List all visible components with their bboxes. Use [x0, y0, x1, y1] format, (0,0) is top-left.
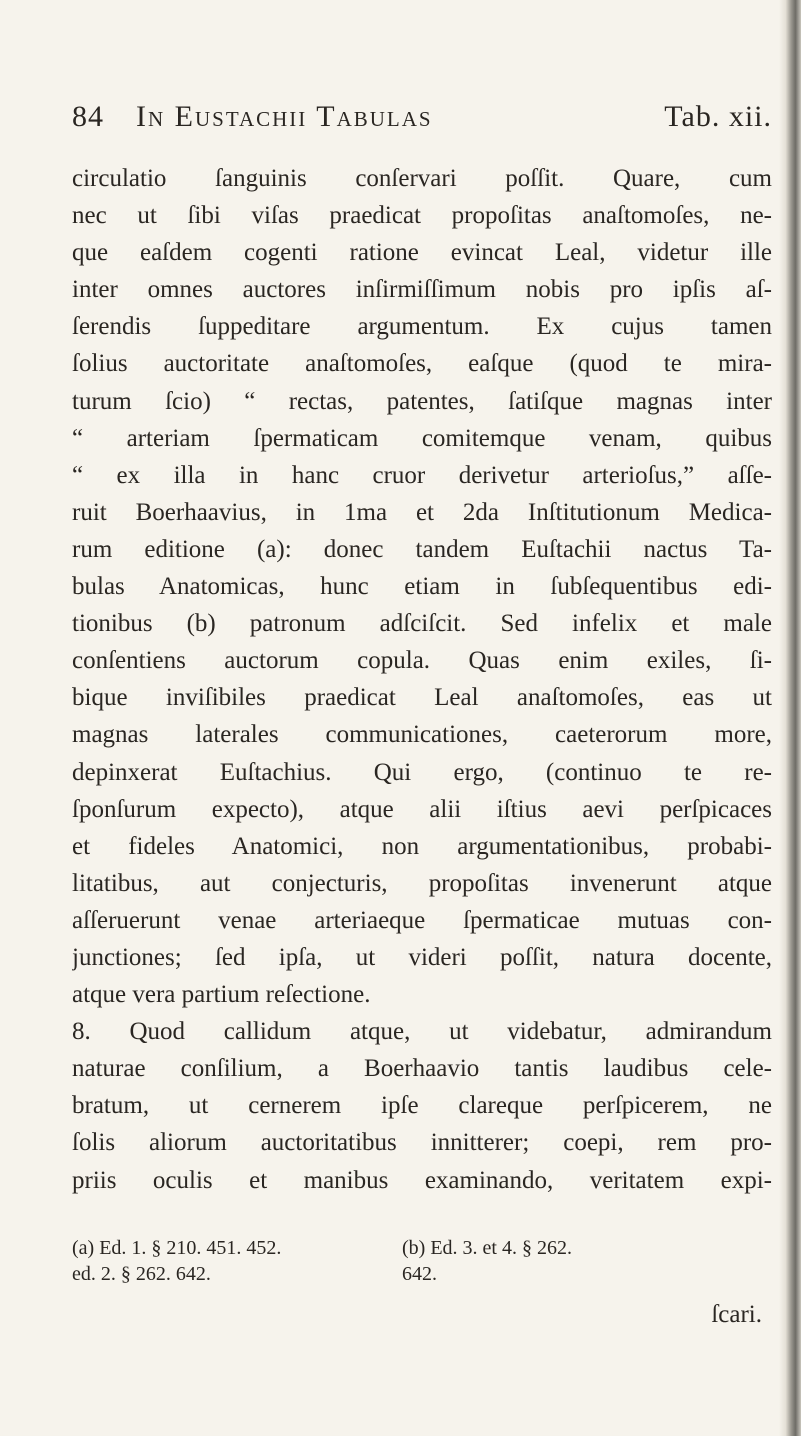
- text-line: ſolius auctoritate anaſtomoſes, eaſque (quod te mira-: [72, 350, 772, 378]
- table-reference: Tab. xii.: [664, 100, 772, 133]
- page: [72, 100, 772, 1329]
- text-line: turum ſcio) “ rectas, patentes, ſatiſque magnas inter: [72, 387, 772, 415]
- text-line: “ arteriam ſpermaticam comitemque venam, quibus: [72, 424, 772, 452]
- text-line: depinxerat Euſtachius. Qui ergo, (continuo te re-: [72, 758, 772, 786]
- text-line: litatibus, aut conjecturis, propoſitas invenerunt atque: [72, 869, 772, 897]
- text-line: bique inviſibiles praedicat Leal anaſtomoſes, eas ut: [72, 684, 772, 712]
- footnote-a: (a) Ed. 1. § 210. 451. 452.: [72, 1236, 282, 1259]
- text-line: inter omnes auctores inſirmiſſimum nobis pro ipſis aſ-: [72, 276, 772, 304]
- text-line: priis oculis et manibus examinando, veritatem expi-: [72, 1166, 772, 1194]
- text-line: atque vera partium reſectione.: [72, 981, 371, 1009]
- running-head: [72, 100, 772, 146]
- text-line: junctiones; ſed ipſa, ut videri poſſit, natura docente,: [72, 943, 772, 971]
- text-line: ſerendis ſuppeditare argumentum. Ex cujus tamen: [72, 313, 772, 341]
- text-line: tionibus (b) patronum adſciſcit. Sed infelix et male: [72, 610, 772, 638]
- body-text: [72, 160, 772, 1199]
- footnote-row: [72, 1261, 772, 1287]
- footnote-b-continued: 642.: [402, 1262, 437, 1285]
- footnote-a-continued: ed. 2. § 262. 642.: [72, 1262, 211, 1285]
- page-edge-shadow: [779, 0, 801, 1436]
- running-title: In Eustachii Tabulas: [136, 100, 433, 133]
- text-line: aſſeruerunt venae arteriaeque ſpermaticae mutuas con-: [72, 906, 772, 934]
- text-line: ſponſurum expecto), atque alii iſtius aevi perſpicaces: [72, 795, 772, 823]
- text-line: nec ut ſibi viſas praedicat propoſitas anaſtomoſes, ne-: [72, 202, 772, 230]
- catchword: ſcari.: [711, 1300, 762, 1328]
- text-line: “ ex illa in hanc cruor derivetur arterioſus,” aſſe-: [72, 461, 772, 489]
- text-line: circulatio ſanguinis conſervari poſſit. Quare, cum: [72, 165, 772, 192]
- text-line: ruit Boerhaavius, in 1ma et 2da Inſtitutionum Medica-: [72, 498, 772, 526]
- text-line: bratum, ut cernerem ipſe clareque perſpicerem, ne: [72, 1092, 772, 1120]
- text-line: ſolis aliorum auctoritatibus innitterer; coepi, rem pro-: [72, 1129, 772, 1157]
- footnote-b: (b) Ed. 3. et 4. § 262.: [402, 1236, 572, 1259]
- text-line: 8. Quod callidum atque, ut videbatur, admirandum: [72, 1018, 772, 1046]
- footnotes: [72, 1235, 772, 1287]
- footnote-row: [72, 1235, 772, 1261]
- text-line: naturae conſilium, a Boerhaavio tantis laudibus cele-: [72, 1055, 772, 1083]
- text-line: conſentiens auctorum copula. Quas enim exiles, ſi-: [72, 647, 772, 675]
- text-line: et fideles Anatomici, non argumentationibus, probabi-: [72, 832, 772, 860]
- page-number: 84: [72, 100, 104, 133]
- text-line: bulas Anatomicas, hunc etiam in ſubſequentibus edi-: [72, 573, 772, 601]
- text-line: que eaſdem cogenti ratione evincat Leal, videtur ille: [72, 239, 772, 267]
- text-line: magnas laterales communicationes, caeterorum more,: [72, 721, 772, 749]
- text-line: rum editione (a): donec tandem Euſtachii nactus Ta-: [72, 535, 772, 563]
